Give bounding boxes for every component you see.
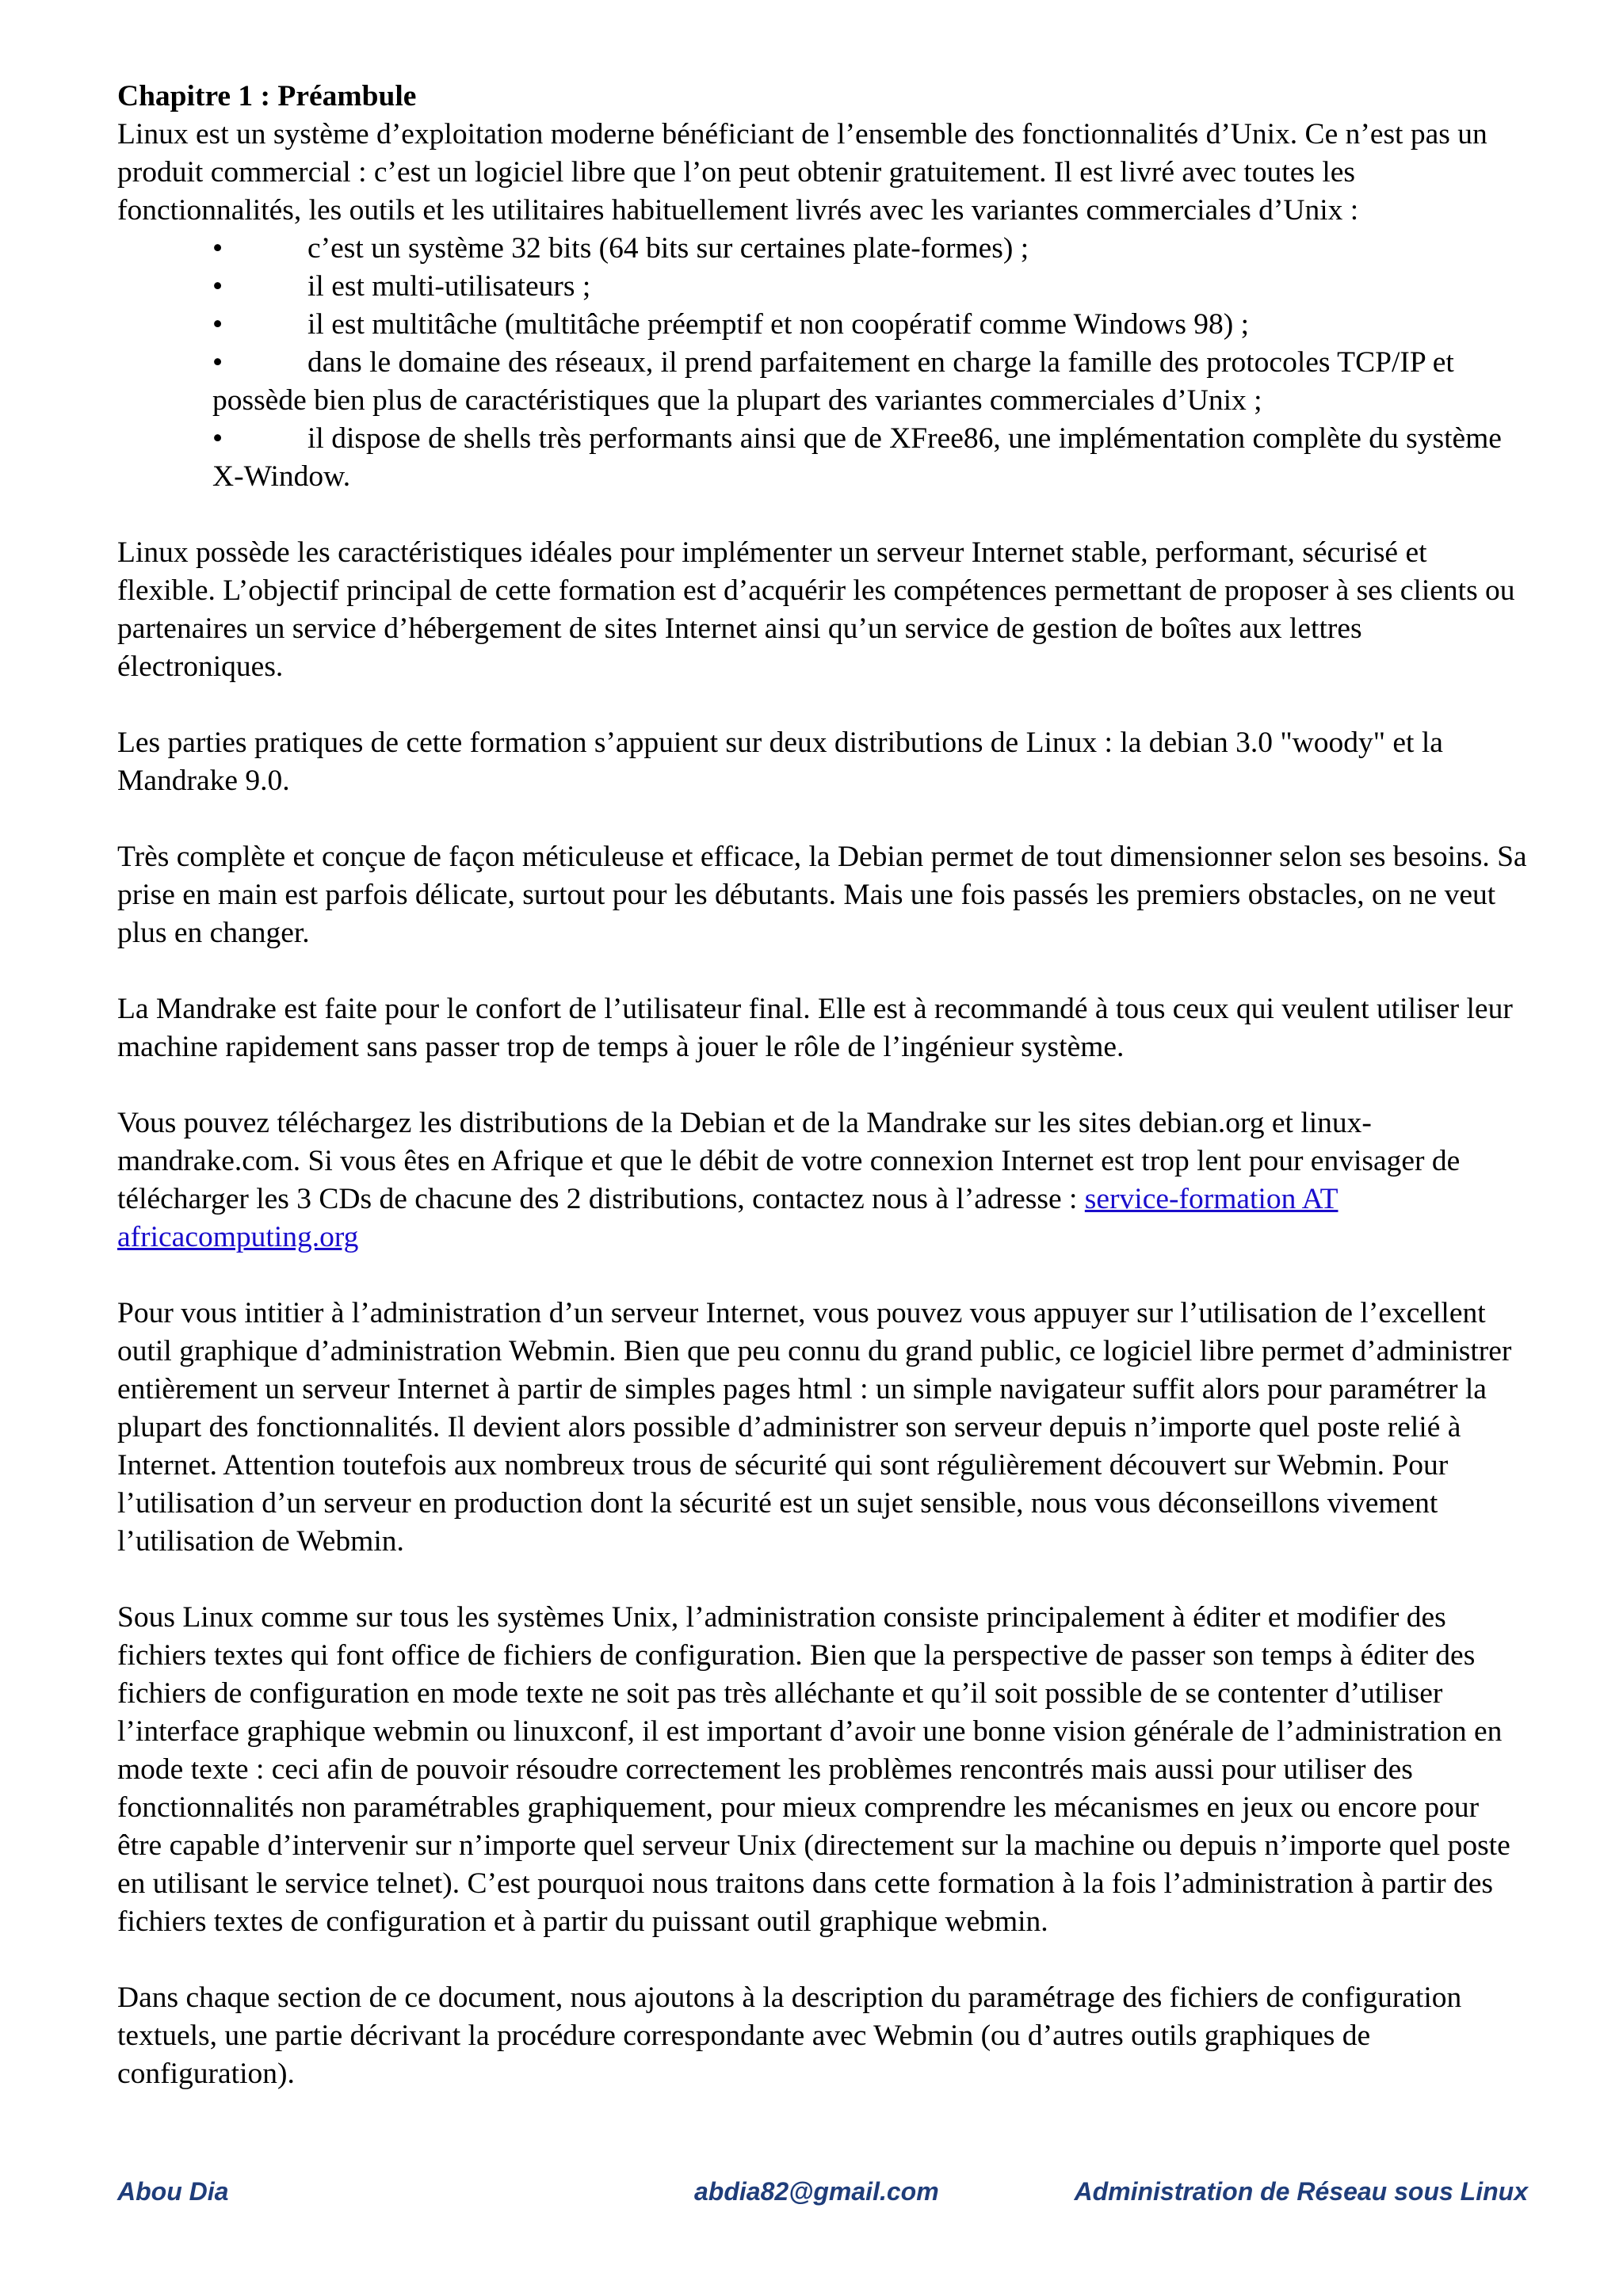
list-item-text: il est multitâche (multitâche préemptif et non coopératif comme Windows 98) ; <box>307 308 1250 341</box>
list-item <box>212 268 1528 306</box>
list-item-text: il dispose de shells très performants ainsi que de XFree86, une implémentation complète du système X-Window. <box>212 422 1502 493</box>
list-item <box>212 230 1528 268</box>
list-item <box>212 306 1528 344</box>
footer-document-title: Administration de Réseau sous Linux <box>1074 2177 1528 2206</box>
list-item <box>212 344 1528 420</box>
intro-paragraph: Linux est un système d’exploitation moderne bénéficiant de l’ensemble des fonctionnalités d’Unix. Ce n’est pas un produit commercial : c’est un logiciel libre que l’on peut obtenir gratuitement. Il est livré avec toutes les fonctionnalités, les outils et les utilitaires habituellement livrés avec les variantes commerciales d’Unix : <box>117 118 1487 227</box>
bullet-icon: • <box>212 422 223 455</box>
list-item <box>212 420 1528 496</box>
footer-email: abdia82@gmail.com <box>694 2177 939 2206</box>
paragraph-debian: Très complète et conçue de façon méticuleuse et efficace, la Debian permet de tout dimensionner selon ses besoins. Sa prise en main est parfois délicate, surtout pour les débutants. Mais une fois passés les premiers obstacles, on ne veut plus en changer. <box>117 841 1527 949</box>
list-item-text: dans le domaine des réseaux, il prend parfaitement en charge la famille des protocoles TCP/IP et possède bien plus de caractéristiques que la plupart des variantes commerciales d’Unix ; <box>212 346 1454 417</box>
bullet-icon: • <box>212 346 223 379</box>
paragraph-server-goals: Linux possède les caractéristiques idéales pour implémenter un serveur Internet stable, performant, sécurisé et flexible. L’objectif principal de cette formation est d’acquérir les compétences permettant de proposer à ses clients ou partenaires un service d’hébergement de sites Internet ainsi qu’un service de gestion de boîtes aux lettres électroniques. <box>117 536 1515 683</box>
paragraph-text-admin: Sous Linux comme sur tous les systèmes Unix, l’administration consiste principalement à éditer et modifier des fichiers textes qui font office de fichiers de configuration. Bien que la perspective de passer son temps à éditer des fichiers de configuration en mode texte ne soit pas très alléchante et qu’il soit possible de se contenter d’utiliser l’interface graphique webmin ou linuxconf, il est important d’avoir une bonne vision générale de l’administration en mode texte : ceci afin de pouvoir résoudre correctement les problèmes rencontrés mais aussi pour utiliser des fonctionnalités non paramétrables graphiquement, pour mieux comprendre les mécanismes en jeux ou encore pour être capable d’intervenir sur n’importe quel serveur Unix (directement sur la machine ou depuis n’importe quel poste en utilisant le service telnet). C’est pourquoi nous traitons dans cette formation à la fois l’administration à partir des fichiers textes de configuration et à partir du puissant outil graphique webmin. <box>117 1601 1510 1938</box>
bullet-icon: • <box>212 308 223 341</box>
chapter-title: Chapitre 1 : Préambule <box>117 80 417 113</box>
contact-email-link[interactable]: service-formation AT africacomputing.org <box>117 1183 1338 1253</box>
download-text: Vous pouvez téléchargez les distributions de la Debian et de la Mandrake sur les sites debian.org et linux-mandrake.com. Si vous êtes en Afrique et que le débit de votre connexion Internet est trop lent pour envisager de télécharger les 3 CDs de chacune des 2 distributions, contactez nous à l’adresse : <box>117 1107 1461 1215</box>
paragraph-webmin: Pour vous intitier à l’administration d’un serveur Internet, vous pouvez vous appuyer sur l’utilisation de l’excellent outil graphique d’administration Webmin. Bien que peu connu du grand public, ce logiciel libre permet d’administrer entièrement un serveur Internet à partir de simples pages html : un simple navigateur suffit alors pour paramétrer la plupart des fonctionnalités. Il devient alors possible d’administrer son serveur depuis n’importe quel poste relié à Internet. Attention toutefois aux nombreux trous de sécurité qui sont régulièrement découvert sur Webmin. Pour l’utilisation d’un serveur en production dont la sécurité est un sujet sensible, nous vous déconseillons vivement l’utilisation de Webmin. <box>117 1297 1512 1558</box>
paragraph-sections: Dans chaque section de ce document, nous ajoutons à la description du paramétrage des fichiers de configuration textuels, une partie décrivant la procédure correspondante avec Webmin (ou d’autres outils graphiques de configuration). <box>117 1981 1462 2090</box>
document-page <box>117 78 1528 2131</box>
list-item-text: il est multi-utilisateurs ; <box>307 270 591 303</box>
list-item-text: c’est un système 32 bits (64 bits sur certaines plate-formes) ; <box>307 232 1029 265</box>
bullet-icon: • <box>212 270 223 303</box>
bullet-icon: • <box>212 232 223 265</box>
feature-list <box>117 230 1528 496</box>
footer-author: Abou Dia <box>117 2177 229 2206</box>
page-footer <box>117 2177 1528 2212</box>
paragraph-distributions: Les parties pratiques de cette formation s’appuient sur deux distributions de Linux : la debian 3.0 "woody" et la Mandrake 9.0. <box>117 727 1443 797</box>
paragraph-download <box>117 1104 1528 1257</box>
paragraph-mandrake: La Mandrake est faite pour le confort de l’utilisateur final. Elle est à recommandé à tous ceux qui veulent utiliser leur machine rapidement sans passer trop de temps à jouer le rôle de l’ingénieur système. <box>117 993 1513 1063</box>
